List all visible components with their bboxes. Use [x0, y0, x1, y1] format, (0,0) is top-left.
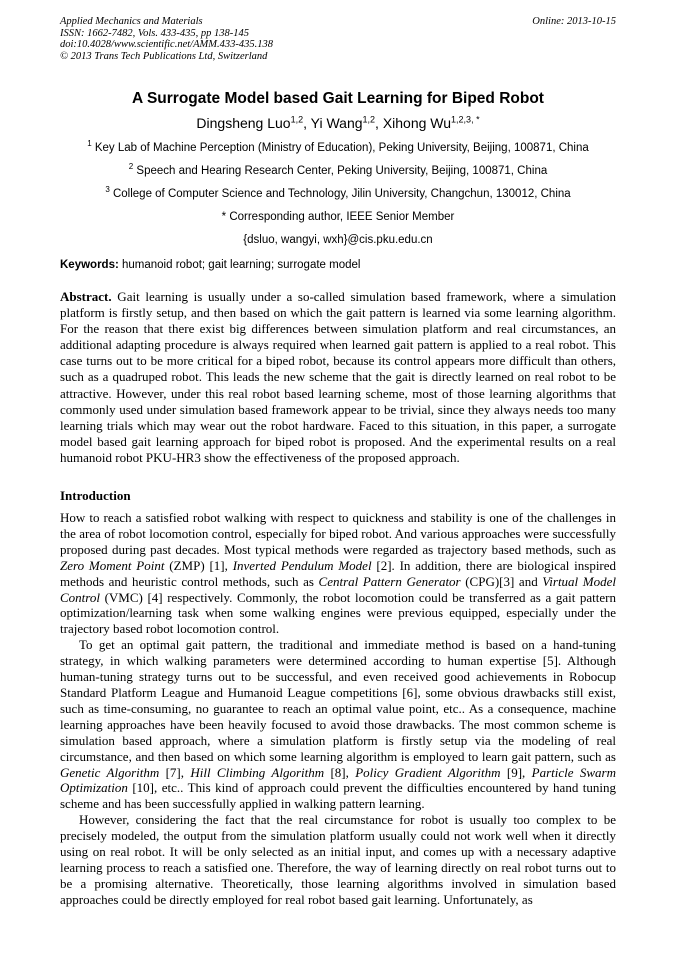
- abstract-text: Gait learning is usually under a so-called simulation based framework, where a simulation platform is firstly setup, and then based on which the gait pattern is learned via some learning algorithm. For the reason that there exist big differences between simulation platform and real circumstances, an additional adapting procedure is always required when learned gait pattern is applied to a real robot. This case turns out to be more critical for a biped robot, because its control appears more difficult than others, such as a quadruped robot. This leads the new scheme that the gait is directly learned on real robot to be attractive. However, under this real robot based learning scheme, most of those learning algorithms that commonly used under simulation based framework appear to be trivial, since they always needs too many learning trials which may wear out the robot hardware. Faced to this situation, in this paper, a surrogate model based gait learning approach for biped robot is proposed. And the experimental results on a real humanoid robot PKU-HR3 show the effectiveness of the proposed approach.: [60, 289, 616, 465]
- keywords-text: humanoid robot; gait learning; surrogate model: [118, 259, 361, 271]
- section-body: [60, 510, 616, 908]
- italic-text-run: Virtual Model Control: [60, 573, 616, 605]
- text-run: How to reach a satisfied robot walking with respect to quickness and stability is one of the challenges in the area of robot locomotion control, especially for biped robot. And various approaches were successfully proposed during past decades. Most typical methods were regarded as trajectory based methods, such as: [60, 510, 616, 557]
- italic-text-run: Genetic Algorithm: [60, 764, 160, 780]
- section-heading-introduction: Introduction: [60, 488, 131, 504]
- keywords-line: [60, 258, 616, 272]
- text-run: (VMC) [4] respectively. Commonly, the robot locomotion could be transferred as a gait pattern optimization/learning task when some walking engines were previous equipped, especially under the trajectory based robot locomotion control.: [60, 589, 616, 637]
- affiliation-superscript: 2: [128, 162, 134, 172]
- text-run: [8],: [324, 764, 356, 780]
- italic-text-run: Zero Moment Point: [60, 557, 165, 573]
- abstract-label: Abstract.: [60, 289, 112, 304]
- text-run: [7],: [159, 764, 191, 780]
- copyright-line: © 2013 Trans Tech Publications Ltd, Switzerland: [60, 50, 268, 62]
- author-superscript: 1,2: [290, 114, 304, 125]
- issn-line: ISSN: 1662-7482, Vols. 433-435, pp 138-145: [60, 27, 249, 39]
- text-run: (ZMP) [1],: [164, 557, 233, 573]
- journal-name: Applied Mechanics and Materials: [60, 16, 203, 27]
- publication-info: [60, 16, 273, 62]
- affiliations: [60, 139, 616, 201]
- affiliation-superscript: 1: [87, 139, 92, 149]
- text-run: [10], etc.. This kind of approach could prevent the difficulties encountered by hand tuning scheme and has been successfully applied in walking pattern learning.: [60, 780, 616, 812]
- doi-line: doi:10.4028/www.scientific.net/AMM.433-435.138: [60, 39, 273, 50]
- affiliation-line: $^2$ Speech and Hearing Research Center, Peking University, Beijing, 100871, China: [128, 162, 548, 177]
- text-run: [2]. In addition, there are biological inspired methods and heuristic control methods, such as: [60, 557, 617, 589]
- author-superscript: 1,2,3, *: [451, 114, 480, 125]
- italic-text-run: Inverted Pendulum Model: [232, 557, 372, 573]
- italic-text-run: Hill Climbing Algorithm: [190, 764, 325, 780]
- authors-line: Dingsheng Luo$^{1,2}$, Yi Wang$^{1,2}$, Xihong $Wu^{1,2,3, *}$: [196, 114, 480, 131]
- affiliation-superscript: 3: [105, 185, 110, 195]
- publication-header: [60, 16, 616, 62]
- italic-text-run: Policy Gradient Algorithm: [355, 764, 501, 780]
- affiliation-line: $^1$ Key Lab of Machine Perception (Ministry of Education), Peking University, Beijing, 100871, China: [87, 139, 589, 154]
- text-run: However, considering the fact that the real circumstance for robot is usually too complex to be precisely modeled, the output from the simulation platform usually could not work well when it directly using on real robot. It will be only selected as an initial input, and comes up with a necessary adaptive learning process to reach a satisfied one. Therefore, the way of learning directly on real robot turns out to be a promising alternative. Theoretically, those learning algorithms involved in simulation based approaches could be directly employed for real robot based gait learning. Unfortunately, as: [60, 812, 616, 907]
- author-superscript: 1,2: [362, 114, 376, 125]
- author-name: Xihong Wu: [382, 115, 452, 131]
- affiliation-line: $^3$ College of Computer Science and Technology, Jilin University, Changchun, 130012, China: [105, 185, 571, 200]
- text-run: (CPG)[3] and: [460, 573, 543, 589]
- keywords-label: Keywords:: [60, 259, 119, 271]
- email-line: {dsluo, wangyi, wxh}@cis.pku.edu.cn: [243, 234, 433, 246]
- italic-text-run: Central Pattern Generator: [318, 573, 461, 589]
- body-paragraph: [60, 812, 616, 907]
- corresponding-note: * Corresponding author, IEEE Senior Member: [221, 211, 455, 223]
- abstract-paragraph: [60, 289, 616, 466]
- paper-title: A Surrogate Model based Gait Learning for Biped Robot: [132, 90, 544, 107]
- text-run: [9],: [500, 764, 532, 780]
- body-paragraph: [60, 510, 616, 637]
- body-paragraph: [60, 637, 616, 812]
- author-name: Yi Wang: [310, 115, 363, 131]
- online-date: Online: 2013-10-15: [532, 16, 616, 27]
- italic-text-run: Particle Swarm Optimization: [60, 764, 616, 796]
- text-run: To get an optimal gait pattern, the traditional and immediate method is based on a hand-tuning strategy, in which walking parameters were determined according to human expertise [5]. Although human-tuning strategy turns out to be successful, and even received good achievements in Robocup Standard Platform League and Humanoid League competitions [6], some obvious drawbacks still exist, such as time-consuming, no guarantee to reach an optimal value point, etc.. As a consequence, machine learning approaches have been heavily focused to avoid those drawbacks. The most common scheme is simulation based approach, where a simulation platform is firstly setup via the modeling of real circumstance, and then based on which some learning algorithm is employed to learn gait pattern, such as: [60, 637, 616, 764]
- author-name: Dingsheng Luo: [196, 115, 291, 131]
